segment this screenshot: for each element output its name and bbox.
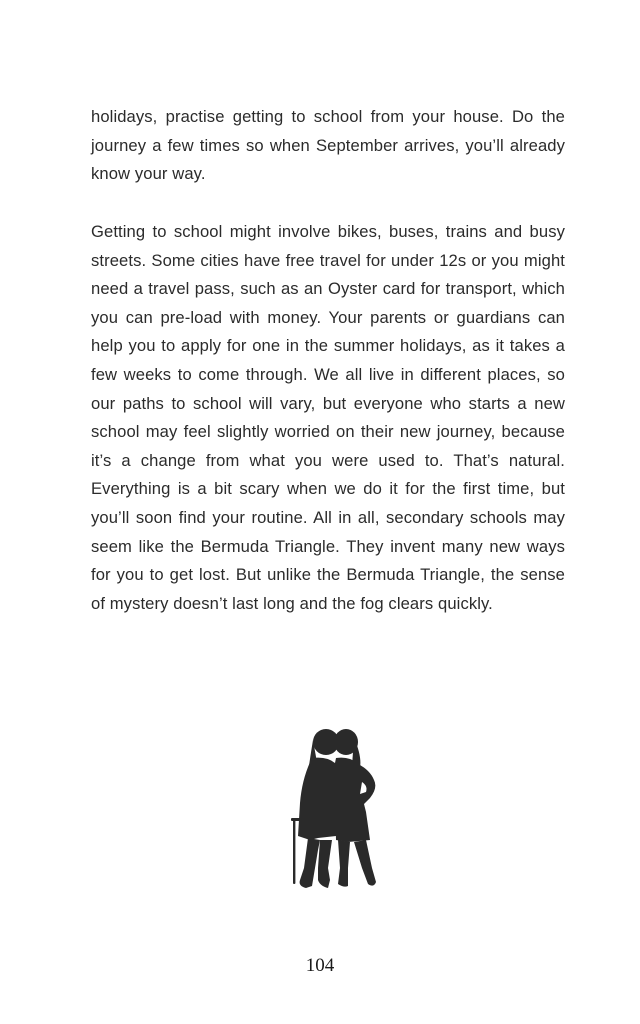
- paragraph-2: Getting to school might involve bikes, buses, trains and busy streets. Some cities have free travel for under 12s or you might need a travel pass, such as an Oyster card for transport, which you can pre-load with money. Your parents or guardians can help you to apply for one in the summer holidays, as it takes a few weeks to come through. We all live in different places, so our paths to school will vary, but everyone who starts a new school may feel slightly worried on their new journey, because it’s a change from what you were used to. That’s natural. Everything is a bit scary when we do it for the first time, but you’ll soon find your routine. All in all, secondary schools may seem like the Bermuda Triangle. They invent many new ways for you to get lost. But unlike the Bermuda Triangle, the sense of mystery doesn’t last long and the fog clears quickly.: [91, 222, 565, 613]
- page-number: 104: [305, 955, 335, 976]
- two-children-silhouette-icon: [288, 728, 388, 894]
- paragraph-1: holidays, practise getting to school from your house. Do the journey a few times so when September arrives, you’ll already know your way.: [91, 107, 565, 184]
